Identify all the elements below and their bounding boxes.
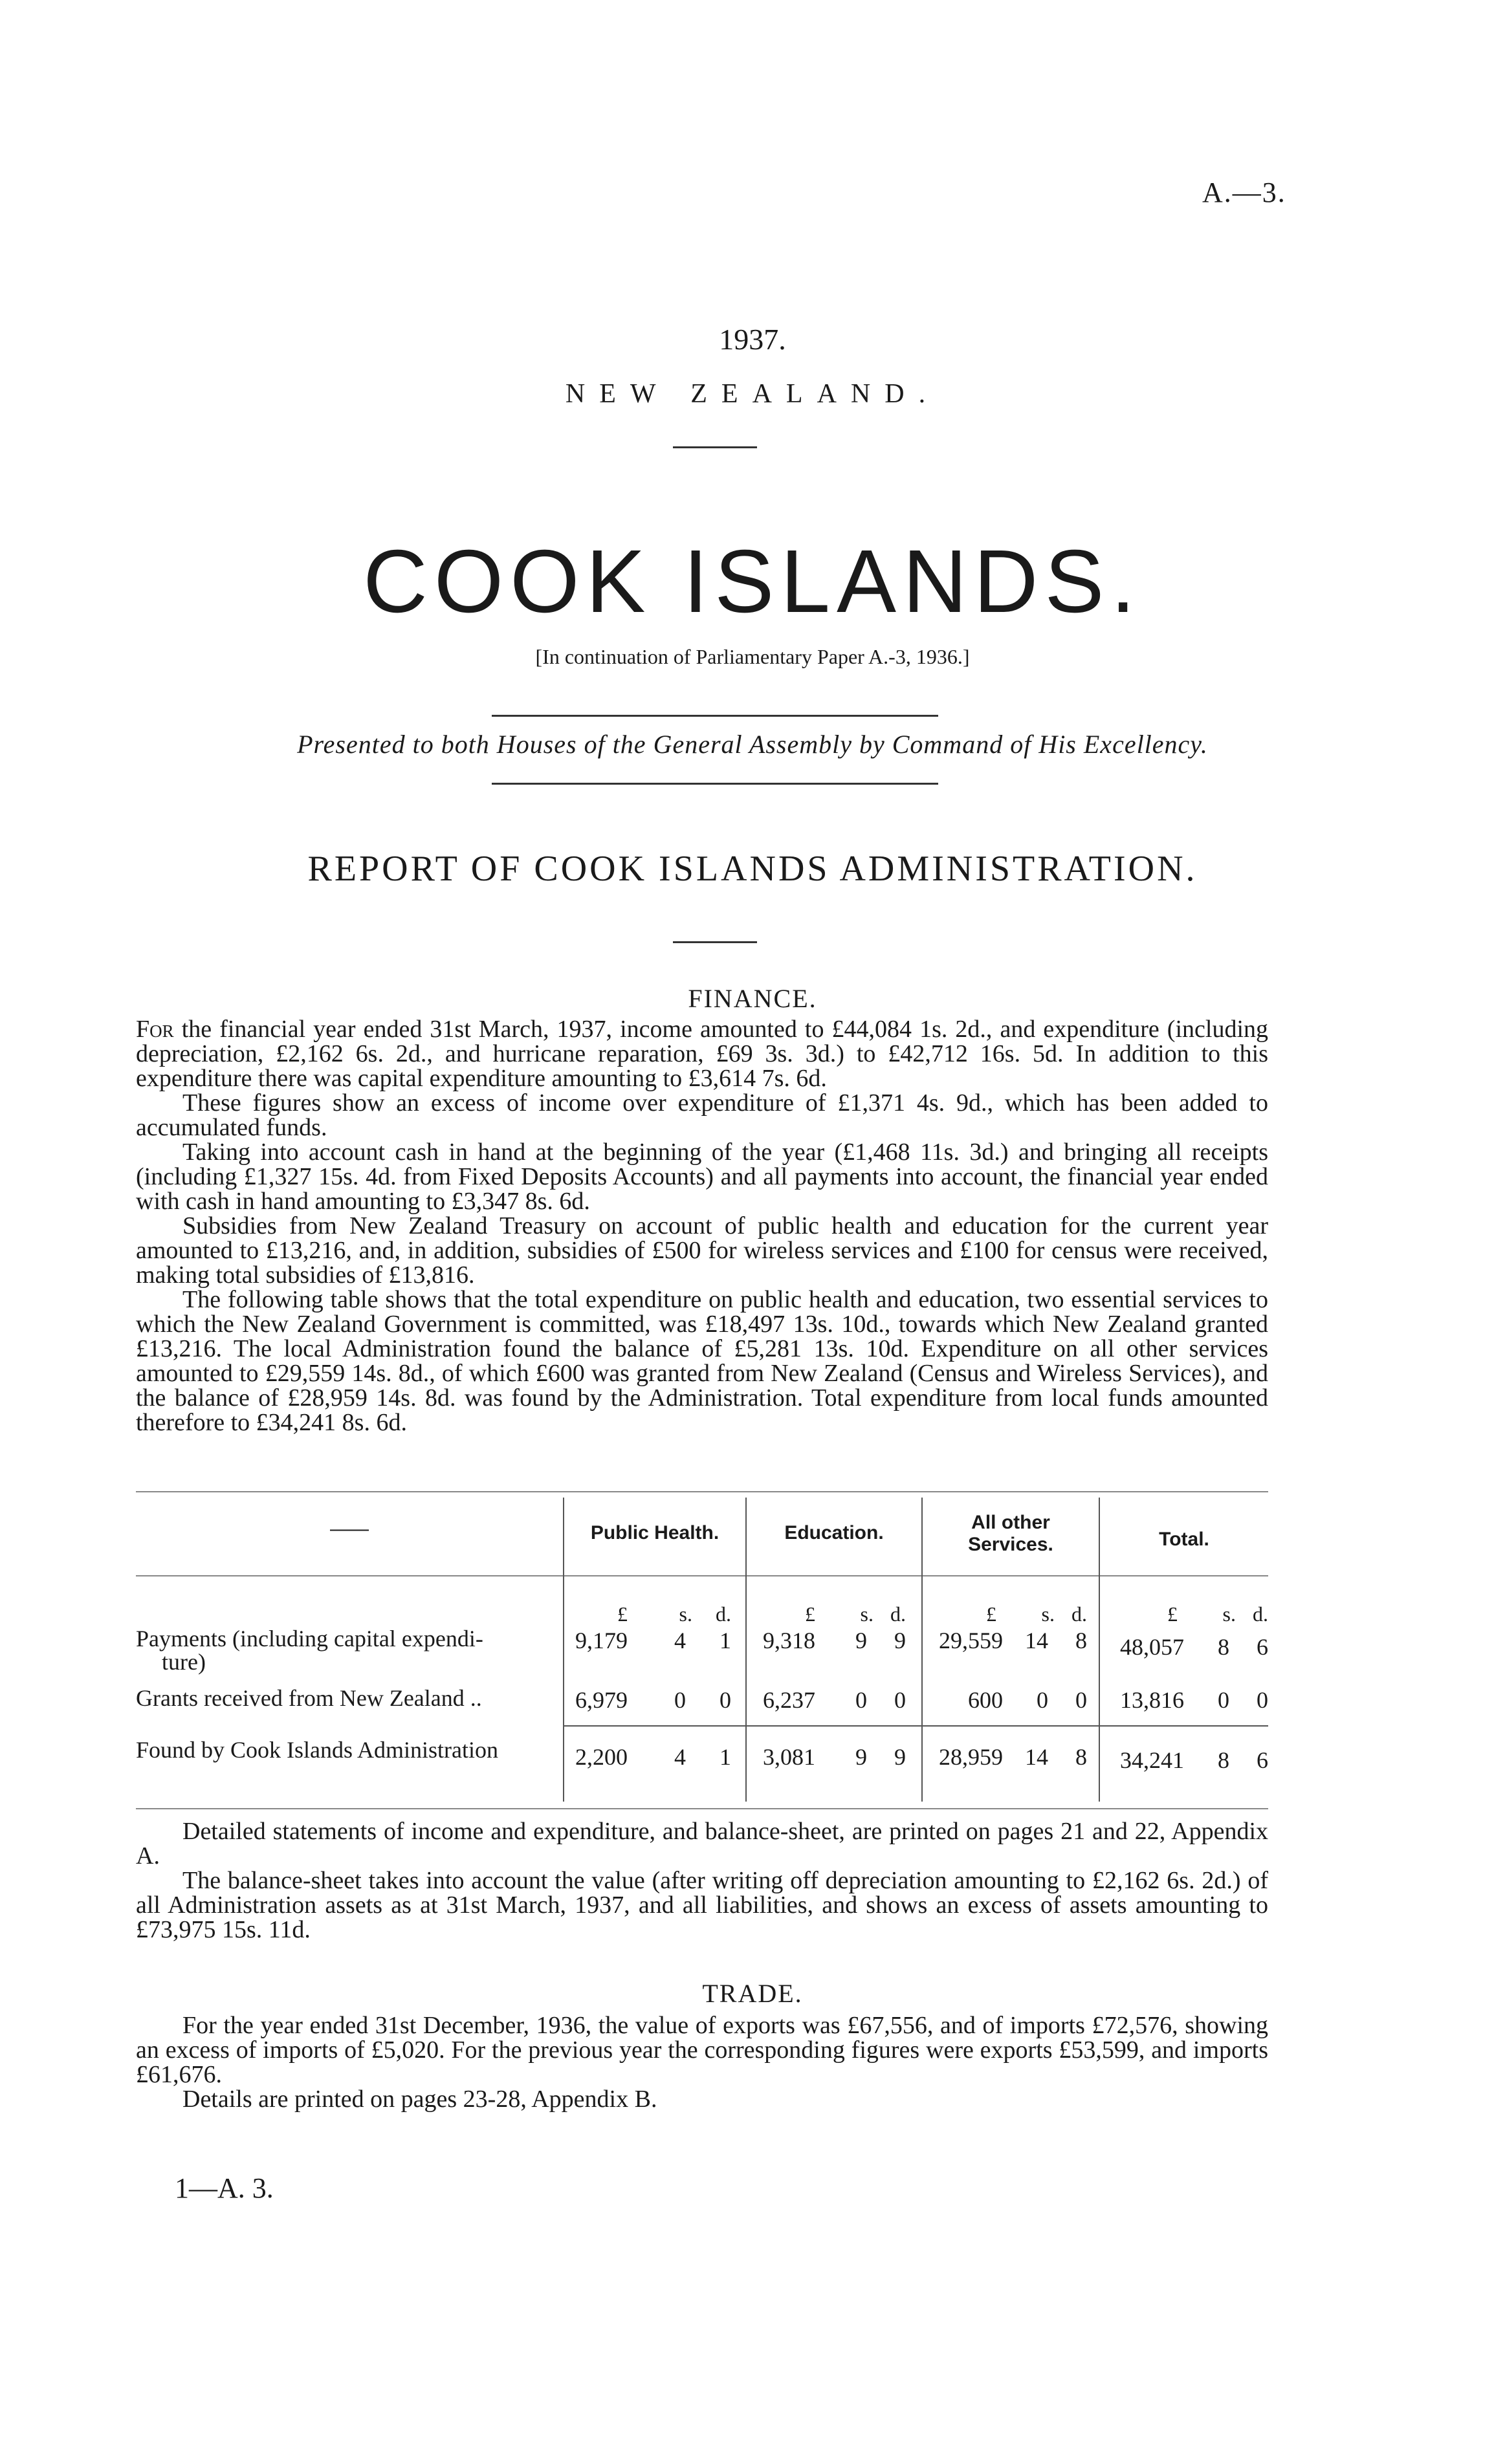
cell-pence: 8 xyxy=(1075,1744,1087,1770)
cell-pence: 1 xyxy=(720,1744,731,1770)
unit-pence: d. xyxy=(1253,1602,1268,1626)
cell-shillings: 4 xyxy=(674,1744,686,1770)
finance-paragraph: Subsidies from New Zealand Treasury on account of public health and education for the current year amounted to £13,216, and, in addition, subsidies of £500 for wireless services and £100 for census were received, making total subsidies of £13,816. xyxy=(136,1212,1268,1289)
cell-pence: 6 xyxy=(1257,1634,1268,1660)
row-label: Grants received from New Zealand .. xyxy=(136,1685,482,1711)
cell-pence: 0 xyxy=(894,1687,906,1713)
row-label: Found by Cook Islands Administration xyxy=(136,1737,499,1763)
divider xyxy=(492,715,938,717)
table-rule xyxy=(136,1808,1268,1809)
cell-shillings: 9 xyxy=(855,1744,867,1770)
document-title: COOK ISLANDS. xyxy=(363,532,1142,631)
lead-word: For xyxy=(136,1016,174,1043)
column-header: Total. xyxy=(1159,1529,1209,1550)
trade-paragraph: For the year ended 31st December, 1936, the value of exports was £67,556, and of imports £72,576, showing an excess of imports of £5,020. For the previous year the corresponding figures were exports £53,599, and imports £61,676. xyxy=(136,2012,1268,2088)
trade-paragraph: Details are printed on pages 23-28, Appendix B. xyxy=(182,2086,657,2113)
report-title: REPORT OF COOK ISLANDS ADMINISTRATION. xyxy=(307,849,1198,889)
cell-pounds: 13,816 xyxy=(1120,1687,1184,1713)
page-signature: 1—A. 3. xyxy=(175,2172,274,2204)
divider xyxy=(673,446,757,448)
unit-shillings: s. xyxy=(679,1602,692,1626)
finance-table xyxy=(136,1491,1268,1808)
divider xyxy=(492,783,938,785)
finance-text xyxy=(136,1017,1268,1435)
row-label: Payments (including capital expendi- xyxy=(136,1626,483,1652)
cell-pence: 9 xyxy=(894,1744,906,1770)
cell-shillings: 8 xyxy=(1218,1747,1229,1773)
report-year: 1937. xyxy=(719,323,786,356)
cell-pence: 0 xyxy=(720,1687,731,1713)
cell-pounds: 2,200 xyxy=(575,1744,628,1770)
cell-shillings: 8 xyxy=(1218,1634,1229,1660)
cell-shillings: 4 xyxy=(674,1628,686,1653)
unit-shillings: s. xyxy=(1222,1602,1236,1626)
cell-shillings: 0 xyxy=(1037,1687,1048,1713)
unit-pound: £ xyxy=(986,1602,996,1626)
finance-paragraph: Detailed statements of income and expenditure, and balance-sheet, are printed on pages 21 and 22, Appendix A. xyxy=(136,1818,1268,1870)
cell-shillings: 0 xyxy=(855,1687,867,1713)
presentation-line: Presented to both Houses of the General Assembly by Command of His Excellency. xyxy=(297,730,1208,759)
unit-shillings: s. xyxy=(1041,1602,1055,1626)
table-rule xyxy=(136,1491,1268,1492)
cell-pounds: 9,318 xyxy=(763,1628,815,1653)
unit-pence: d. xyxy=(716,1602,731,1626)
section-heading-trade: TRADE. xyxy=(702,1979,803,2008)
row-label-continuation: ture) xyxy=(162,1649,206,1675)
divider xyxy=(673,941,757,943)
cell-pounds: 3,081 xyxy=(763,1744,815,1770)
paper-reference: A.—3. xyxy=(1202,177,1286,208)
cell-pounds: 48,057 xyxy=(1120,1634,1184,1660)
cell-shillings: 0 xyxy=(1218,1687,1229,1713)
table-corner: —— xyxy=(330,1518,369,1540)
cell-pounds: 28,959 xyxy=(939,1744,1003,1770)
trade-text xyxy=(136,2013,1268,2111)
finance-paragraph: The following table shows that the total expenditure on public health and education, two essential services to which the New Zealand Government is committed, was £18,497 13s. 10d., towards which New Zealand granted £13,216. The local Administration found the balance of £5,281 13s. 10d. Expenditure on all other services amounted to £29,559 14s. 8d., of which £600 was granted from New Zealand (Census and Wireless Services), and the balance of £28,959 14s. 8d. was found by the Administration. Total expenditure from local funds amounted therefore to £34,241 8s. 6d. xyxy=(136,1286,1268,1436)
subtotal-rule xyxy=(563,1725,1268,1727)
cell-shillings: 14 xyxy=(1025,1744,1048,1770)
finance-text-continued xyxy=(136,1819,1268,1942)
continuation-note: [In continuation of Parliamentary Paper A.-3, 1936.] xyxy=(535,645,970,668)
cell-pence: 0 xyxy=(1075,1687,1087,1713)
unit-pence: d. xyxy=(890,1602,906,1626)
cell-pounds: 6,979 xyxy=(575,1687,628,1713)
finance-paragraph: Taking into account cash in hand at the beginning of the year (£1,468 11s. 3d.) and bringing all receipts (including £1,327 15s. 4d. from Fixed Deposits Accounts) and all payments into account, the financial year ended with cash in hand amounting to £3,347 8s. 6d. xyxy=(136,1139,1268,1215)
cell-pence: 1 xyxy=(720,1628,731,1653)
cell-pounds: 34,241 xyxy=(1120,1747,1184,1773)
country-name: NEW ZEALAND. xyxy=(565,379,940,409)
section-heading-finance: FINANCE. xyxy=(688,984,817,1013)
finance-paragraph xyxy=(136,1017,1268,1091)
unit-pound: £ xyxy=(805,1602,815,1626)
finance-paragraph: The balance-sheet takes into account the value (after writing off depreciation amounting to £2,162 6s. 2d.) of all Administration assets as at 31st March, 1937, and all liabilities, and shows an excess of assets amounting to £73,975 15s. 11d. xyxy=(136,1867,1268,1943)
cell-pence: 9 xyxy=(894,1628,906,1653)
cell-pence: 0 xyxy=(1257,1687,1268,1713)
unit-pence: d. xyxy=(1071,1602,1087,1626)
column-header: Education. xyxy=(784,1522,884,1543)
cell-pence: 8 xyxy=(1075,1628,1087,1653)
paragraph-text: the financial year ended 31st March, 1937, income amounted to £44,084 1s. 2d., and expenditure (including depreciation, £2,162 6s. 2d., and hurricane reparation, £69 3s. 3d.) to £42,712 16s. 5d. In addition to this expenditure there was capital expenditure amounting to £3,614 7s. 6d. xyxy=(136,1016,1268,1092)
unit-pound: £ xyxy=(617,1602,628,1626)
unit-shillings: s. xyxy=(860,1602,873,1626)
unit-pound: £ xyxy=(1167,1602,1178,1626)
finance-paragraph: These figures show an excess of income over expenditure of £1,371 4s. 9d., which has been added to accumulated funds. xyxy=(136,1089,1268,1141)
cell-shillings: 14 xyxy=(1025,1628,1048,1653)
column-header: Public Health. xyxy=(590,1522,720,1543)
column-header: All other Services. xyxy=(968,1512,1053,1555)
cell-pounds: 9,179 xyxy=(575,1628,628,1653)
cell-pounds: 6,237 xyxy=(763,1687,815,1713)
cell-shillings: 9 xyxy=(855,1628,867,1653)
cell-shillings: 0 xyxy=(674,1687,686,1713)
cell-pounds: 29,559 xyxy=(939,1628,1003,1653)
cell-pounds: 600 xyxy=(968,1687,1003,1713)
cell-pence: 6 xyxy=(1257,1747,1268,1773)
